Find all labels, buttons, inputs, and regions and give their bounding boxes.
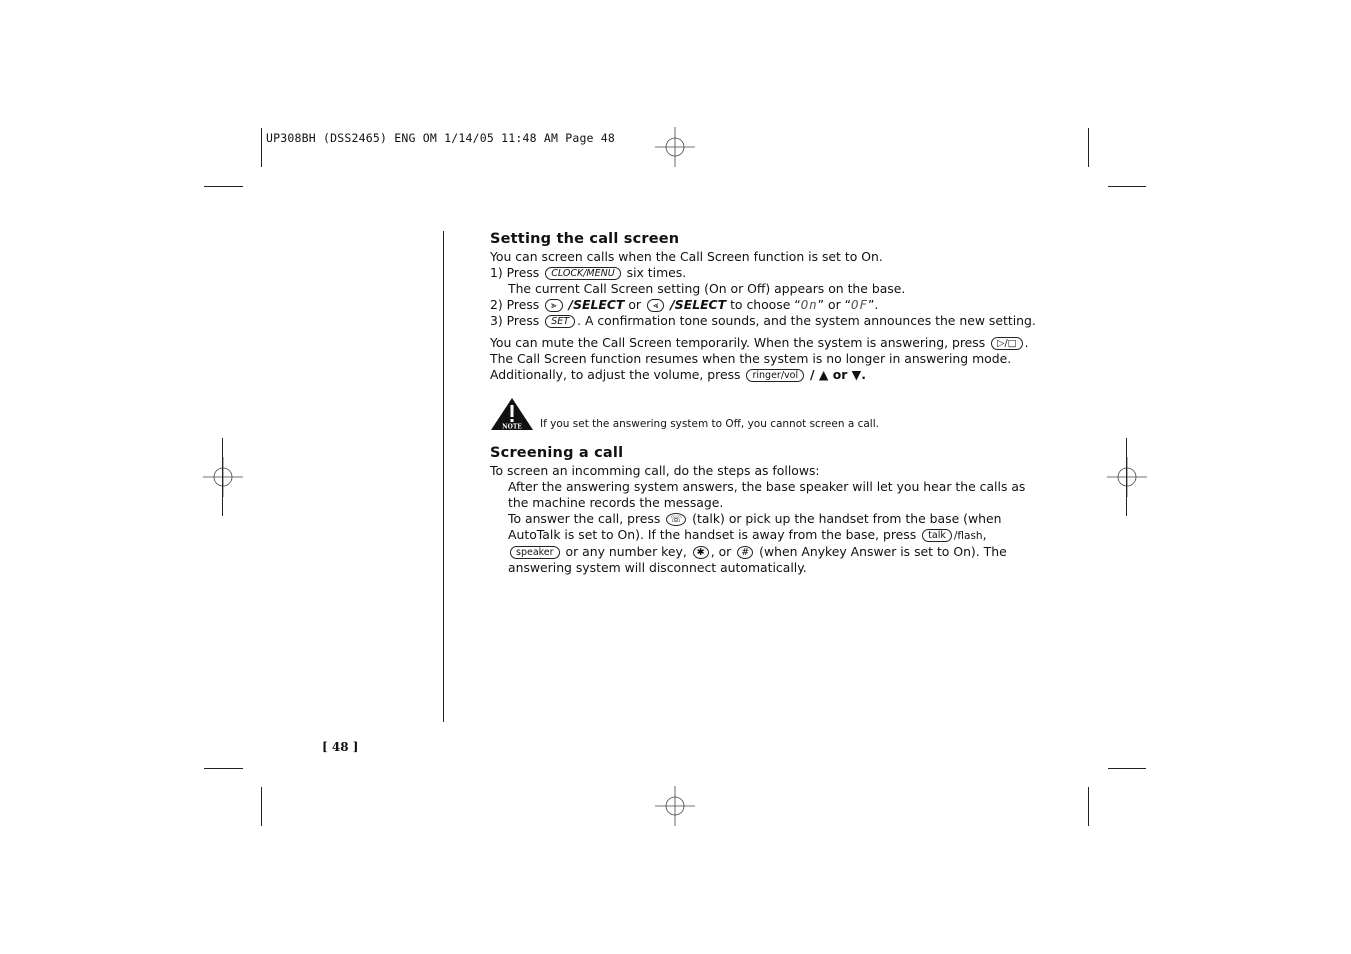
registration-mark-icon — [1107, 457, 1147, 497]
crop-mark — [1088, 787, 1089, 826]
lcd-on: On — [800, 297, 818, 312]
step-1: 1) Press CLOCK/MENU six times. — [490, 265, 687, 280]
note-text: If you set the answering system to Off, you cannot screen a call. — [540, 418, 879, 430]
registration-tick — [1126, 438, 1127, 516]
note-box — [490, 397, 1050, 431]
print-slug: UP308BH (DSS2465) ENG OM 1/14/05 11:48 AM Page 48 — [266, 131, 616, 145]
paragraph: To answer the call, press ☏ (talk) or pick up the handset from the base (when — [508, 511, 1002, 526]
paragraph: After the answering system answers, the base speaker will let you hear the calls as — [508, 479, 1026, 494]
crop-mark — [204, 186, 243, 187]
paragraph: answering system will disconnect automatically. — [508, 560, 807, 575]
talk-icon: ☏ — [666, 513, 686, 526]
page-content — [490, 229, 1050, 576]
lcd-off: OF — [851, 297, 868, 312]
paragraph: the machine records the message. — [508, 495, 724, 510]
step-1-sub: The current Call Screen setting (On or Off) appears on the base. — [508, 281, 906, 296]
paragraph: Additionally, to adjust the volume, press ringer/vol / ▲ or ▼. — [490, 367, 866, 382]
note-icon-label: NOTE — [502, 423, 522, 431]
crop-mark — [1108, 768, 1146, 769]
crop-mark — [204, 768, 243, 769]
paragraph: AutoTalk is set to On). If the handset is away from the base, press talk /flash, — [508, 527, 987, 542]
section-title: Screening a call — [490, 445, 624, 461]
paragraph: You can screen calls when the Call Screen function is set to On. — [490, 249, 883, 264]
page-number: [ 48 ] — [322, 740, 359, 754]
back-key-icon: ⪡ — [647, 299, 664, 312]
step-2: 2) Press ⪢ /SELECT or ⪡ /SELECT to choose “On” or “OF”. — [490, 297, 879, 312]
paragraph: To screen an incomming call, do the steps as follows: — [490, 463, 820, 478]
set-key: SET — [545, 315, 575, 328]
forward-key-icon: ⪢ — [545, 299, 562, 312]
paragraph: The Call Screen function resumes when the system is no longer in answering mode. — [490, 351, 1012, 366]
paragraph: You can mute the Call Screen temporarily. When the system is answering, press ▷/□ . — [490, 335, 1029, 350]
registration-mark-icon — [655, 127, 695, 167]
speaker-key: speaker — [510, 546, 560, 559]
registration-mark-icon — [203, 457, 243, 497]
crop-mark — [1088, 128, 1089, 167]
clock-menu-key: CLOCK/MENU — [545, 267, 620, 280]
ringer-vol-key: ringer/vol — [746, 369, 804, 382]
registration-mark-icon — [655, 786, 695, 826]
registration-tick — [222, 438, 223, 516]
section-title: Setting the call screen — [490, 231, 680, 247]
crop-mark — [261, 128, 262, 167]
talk-key: talk — [922, 529, 952, 542]
crop-mark — [1108, 186, 1146, 187]
crop-mark — [261, 787, 262, 826]
margin-rule — [443, 231, 444, 722]
warning-note-icon — [490, 397, 534, 431]
paragraph: speaker or any number key, ✱ , or # (when Anykey Answer is set to On). The — [490, 544, 1050, 560]
hash-key-icon: # — [737, 546, 753, 559]
star-key-icon: ✱ — [693, 546, 709, 559]
play-stop-key-icon: ▷/□ — [991, 337, 1022, 350]
step-3: 3) Press SET . A confirmation tone sounds, and the system announces the new setting. — [490, 313, 1036, 328]
